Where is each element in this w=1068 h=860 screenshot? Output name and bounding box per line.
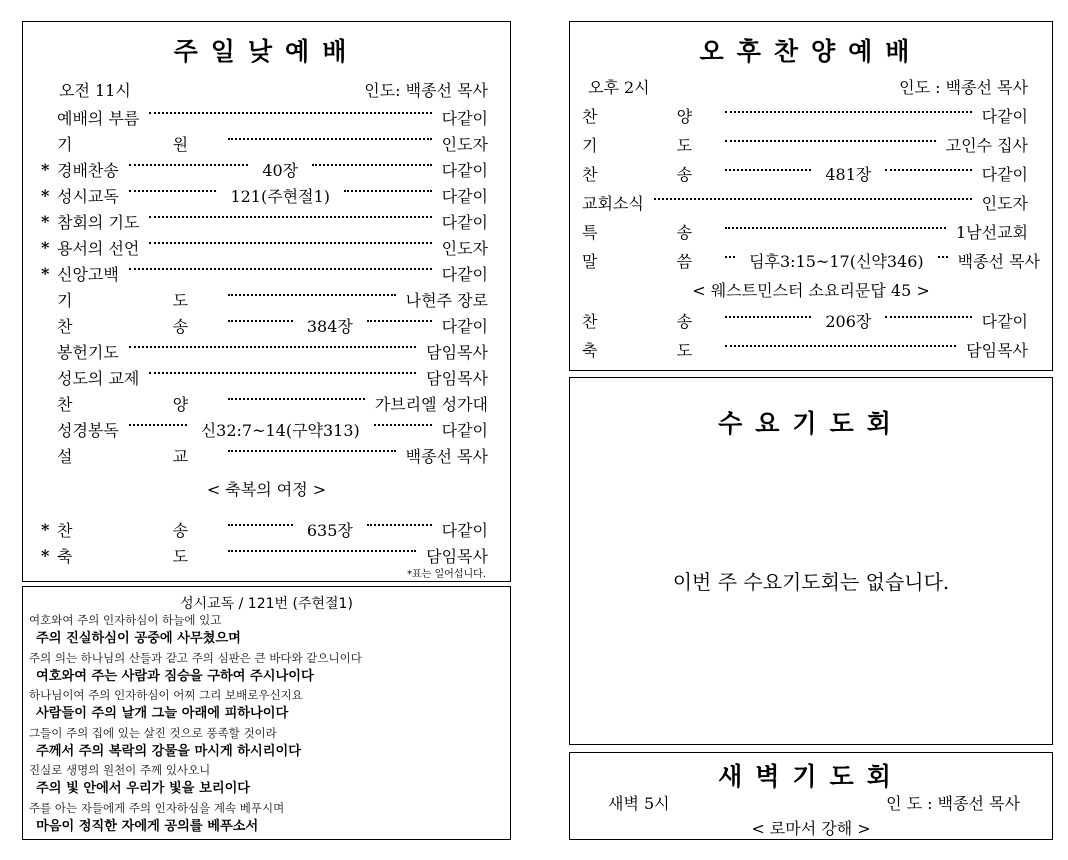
order-item-name: 찬 송: [57, 520, 219, 540]
order-item-name: 설 교: [57, 446, 219, 466]
morning-order-item: [41, 182, 488, 208]
leader-dots: [228, 294, 396, 296]
leader-dots: [725, 256, 735, 258]
reading-congregation-line: 주의 진실하심이 공중에 사무쳤으며: [36, 631, 241, 646]
reading-leader-line: 그들이 주의 집에 있는 살진 것으로 풍족할 것이라: [29, 725, 277, 740]
order-item-person: 다같이: [441, 160, 488, 180]
reading-leader-line: 진실로 생명의 원천이 주께 있사오니: [29, 763, 211, 777]
standing-mark: *: [41, 263, 50, 283]
order-item-detail: 40장: [262, 160, 299, 180]
dawn-series: < 로마서 강해 >: [751, 819, 871, 838]
leader-dots: [129, 164, 248, 166]
leader-dots: [367, 524, 432, 526]
afternoon-order-item: [582, 246, 1041, 275]
order-item-person: 인도자: [981, 194, 1028, 213]
blessing-journey-header: < 축복의 여정 >: [206, 480, 327, 499]
afternoon-order-item: [582, 188, 1028, 217]
order-item-name: 축 도: [57, 546, 219, 566]
leader-dots: [149, 372, 416, 374]
leader-dots: [129, 424, 187, 426]
order-item-person: 담임목사: [966, 341, 1028, 360]
order-item-person: 다같이: [441, 108, 488, 128]
responsive-reading-box: [22, 586, 511, 840]
afternoon-order-item: [582, 217, 1028, 246]
morning-leader: 인도: 백종선 목사: [364, 81, 488, 100]
order-item-name: 축 도: [582, 341, 716, 360]
order-item-person: 다같이: [441, 186, 488, 206]
morning-order-item: [41, 260, 488, 286]
leader-dots: [344, 190, 432, 192]
reading-congregation-line: 마음이 정직한 자에게 공의를 베푸소서: [36, 818, 259, 834]
wednesday-prayer-box: [569, 377, 1053, 745]
order-item-name: 신앙고백: [57, 264, 119, 284]
afternoon-order-item: [582, 159, 1028, 188]
order-item-name: 기 원: [57, 134, 219, 154]
leader-dots: [228, 138, 432, 140]
order-item-detail: 206장: [825, 312, 872, 331]
order-item-person: 다같이: [441, 264, 488, 284]
order-item-detail: 121(주현절1): [230, 186, 331, 206]
order-item-detail: 635장: [306, 520, 353, 540]
order-item-person: 담임목사: [426, 546, 488, 566]
order-item-person: 인도자: [441, 134, 488, 154]
reading-leader-line: 주를 아는 자들에게 주의 인자하심을 계속 베푸시며: [29, 800, 285, 815]
order-item-name: 참회의 기도: [57, 212, 140, 232]
reading-congregation-line: 여호와여 주는 사람과 짐승을 구하여 주시나이다: [36, 668, 314, 684]
order-item-detail: 딤후3:15~17(신약346): [749, 252, 924, 271]
order-item-name: 봉헌기도: [57, 342, 119, 362]
afternoon-closing-list: [582, 306, 1028, 364]
dawn-prayer-box: [569, 752, 1053, 840]
order-item-name: 기 도: [57, 290, 219, 310]
standing-mark: *: [41, 237, 50, 257]
order-item-person: 다같이: [441, 316, 488, 336]
leader-dots: [129, 190, 217, 192]
order-item-person: 다같이: [981, 107, 1028, 126]
leader-dots: [725, 169, 811, 171]
order-item-person: 백종선 목사: [405, 446, 488, 466]
afternoon-order-item: [582, 101, 1028, 130]
order-item-name: 성경봉독: [57, 420, 119, 440]
order-item-person: 가브리엘 성가대: [374, 394, 488, 414]
order-item-person: 담임목사: [426, 368, 488, 388]
order-item-person: 다같이: [441, 420, 489, 440]
leader-dots: [228, 450, 396, 452]
leader-dots: [149, 216, 431, 218]
morning-order-item: [41, 338, 488, 364]
order-item-detail: 신32:7~14(구약313): [200, 420, 360, 440]
leader-dots: [228, 524, 293, 526]
leader-dots: [885, 316, 971, 318]
reading-congregation-line: 주께서 주의 복락의 강물을 마시게 하시리이다: [36, 743, 301, 759]
leader-dots: [149, 242, 431, 244]
order-item-name: 교회소식: [582, 194, 644, 213]
responsive-reading-lines: [29, 611, 506, 836]
order-item-name: 특 송: [582, 223, 716, 242]
standing-mark: *: [41, 211, 50, 231]
order-item-person: 1남선교회: [955, 223, 1028, 242]
order-item-name: 찬 양: [582, 107, 716, 126]
leader-dots: [725, 140, 936, 142]
order-item-name: 찬 송: [582, 312, 716, 331]
morning-closing-item: [41, 516, 488, 542]
order-item-name: 용서의 선언: [57, 238, 140, 258]
order-item-person: 인도자: [441, 238, 488, 258]
leader-dots: [725, 111, 972, 113]
reading-leader-line: 주의 의는 하나님의 산들과 같고 주의 심판은 큰 바다와 같으니이다: [29, 650, 362, 665]
leader-dots: [228, 398, 365, 400]
wednesday-prayer-title: 수요기도회: [718, 409, 904, 438]
morning-order-item: [41, 208, 488, 234]
standing-mark: *: [41, 159, 50, 179]
order-item-person: 담임목사: [426, 342, 488, 362]
leader-dots: [228, 320, 293, 322]
afternoon-closing-item: [582, 306, 1028, 335]
morning-time: 오전 11시: [59, 81, 131, 100]
leader-dots: [374, 424, 432, 426]
morning-order-item: [41, 442, 488, 468]
standing-mark: *: [41, 519, 50, 539]
standing-footnote: *표는 일어섭니다.: [407, 569, 486, 580]
morning-order-item: [41, 364, 488, 390]
order-item-person: 백종선 목사: [957, 252, 1041, 271]
order-item-name: 찬 송: [582, 165, 716, 184]
leader-dots: [725, 227, 946, 229]
wednesday-notice: 이번 주 수요기도회는 없습니다.: [672, 570, 950, 594]
morning-service-title: 주일낮예배: [173, 37, 360, 66]
morning-order-item: [41, 130, 488, 156]
afternoon-leader: 인도 : 백종선 목사: [899, 78, 1028, 97]
morning-order-list: [41, 104, 488, 468]
morning-order-item: [41, 416, 488, 442]
afternoon-closing-item: [582, 335, 1028, 364]
order-item-name: 성시교독: [57, 186, 119, 206]
leader-dots: [149, 112, 431, 114]
order-item-person: 다같이: [441, 520, 488, 540]
leader-dots: [312, 164, 431, 166]
leader-dots: [129, 268, 432, 270]
leader-dots: [129, 346, 416, 348]
afternoon-service-box: [569, 21, 1053, 371]
order-item-person: 나현주 장로: [405, 290, 488, 310]
dawn-time: 새벽 5시: [608, 794, 670, 813]
catechism-header: < 웨스트민스터 소요리문답 45 >: [692, 281, 930, 300]
leader-dots: [885, 169, 971, 171]
reading-congregation-line: 주의 빛 안에서 우리가 빛을 보리이다: [36, 781, 251, 796]
dawn-leader: 인 도 : 백종선 목사: [886, 794, 1020, 813]
morning-order-item: [41, 312, 488, 338]
leader-dots: [367, 320, 432, 322]
morning-order-item: [41, 104, 488, 130]
order-item-person: 다같이: [981, 312, 1028, 331]
order-item-name: 찬 송: [57, 316, 219, 336]
reading-congregation-line: 사람들이 주의 날개 그늘 아래에 피하나이다: [36, 706, 289, 721]
order-item-detail: 481장: [825, 165, 872, 184]
afternoon-time: 오후 2시: [588, 78, 650, 97]
order-item-name: 찬 양: [57, 394, 219, 414]
order-item-name: 예배의 부름: [57, 108, 140, 128]
order-item-person: 다같이: [981, 165, 1028, 184]
leader-dots: [725, 345, 956, 347]
leader-dots: [938, 256, 948, 258]
morning-order-item: [41, 286, 488, 312]
leader-dots: [725, 316, 811, 318]
reading-leader-line: 하나님이여 주의 인자하심이 어찌 그리 보배로우신지요: [29, 688, 303, 702]
order-item-person: 고인수 집사: [945, 136, 1028, 155]
morning-order-item: [41, 156, 488, 182]
dawn-prayer-title: 새벽기도회: [718, 762, 904, 791]
leader-dots: [654, 198, 972, 200]
leader-dots: [228, 550, 416, 552]
morning-service-box: [22, 21, 511, 582]
afternoon-service-title: 오후찬양예배: [699, 37, 923, 66]
afternoon-order-list: [582, 101, 1041, 275]
morning-order-item: [41, 234, 488, 260]
order-item-person: 다같이: [441, 212, 488, 232]
morning-closing-list: [41, 516, 488, 568]
responsive-reading-title: 성시교독 / 121번 (주현절1): [180, 596, 353, 612]
order-item-name: 말 씀: [582, 252, 716, 271]
morning-order-item: [41, 390, 488, 416]
order-item-detail: 384장: [306, 316, 353, 336]
order-item-name: 경배찬송: [57, 160, 119, 180]
order-item-name: 성도의 교제: [57, 368, 140, 388]
standing-mark: *: [41, 185, 50, 205]
order-item-name: 기 도: [582, 136, 716, 155]
afternoon-order-item: [582, 130, 1028, 159]
standing-mark: *: [41, 545, 50, 565]
reading-leader-line: 여호와여 주의 인자하심이 하늘에 있고: [29, 613, 222, 627]
